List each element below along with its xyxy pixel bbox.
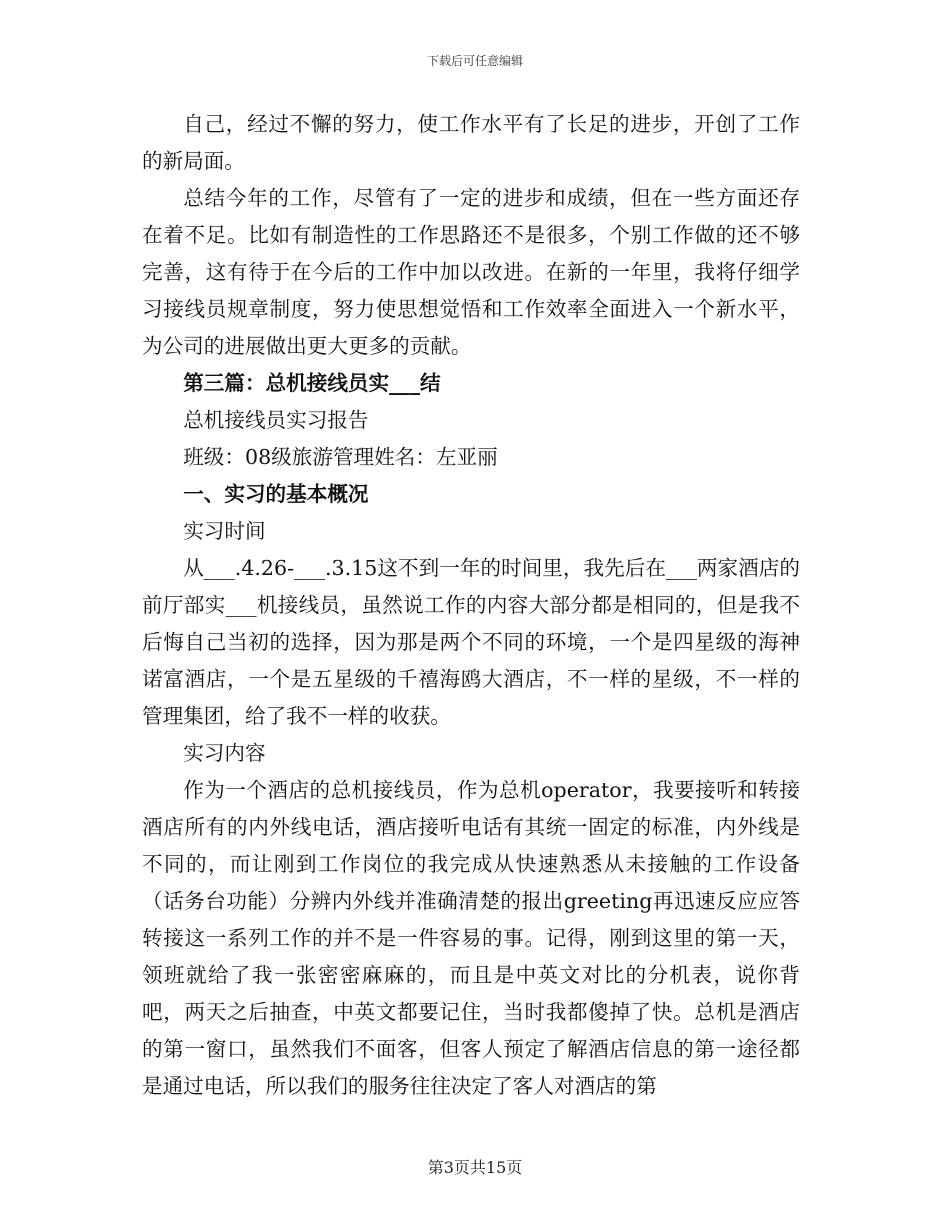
page-number: 第3页共15页: [427, 1158, 523, 1177]
subheading: 实习内容: [183, 741, 266, 765]
document-body: [142, 106, 800, 1105]
page-header-note: 下载后可任意编辑: [426, 54, 523, 68]
paragraph: 自己，经过不懈的努力，使工作水平有了长足的进步，开创了工作的新局面。: [142, 112, 800, 173]
paragraph: 作为一个酒店的总机接线员，作为总机operator，我要接听和转接酒店所有的内外线电话，酒店接听电话有其统一固定的标准，内外线是不同的，而让刚到工作岗位的我完成从快速熟悉从未接触的工作设备（话务台功能）分辨内外线并准确清楚的报出greeting再迅速反应应答转接这一系列工作的并不是一件容易的事。记得，刚到这里的第一天，领班就给了我一张密密麻麻的，而且是中英文对比的分机表，说你背吧，两天之后抽查，中英文都要记住，当时我都傻掉了快。总机是酒店的第一窗口，虽然我们不面客，但客人预定了解酒店信息的第一途径都是通过电话，所以我们的服务往往决定了客人对酒店的第: [142, 778, 800, 1098]
section-heading: 第三篇：总机接线员实___结: [183, 371, 441, 395]
report-title: 总机接线员实习报告: [183, 408, 369, 432]
paragraph: 从___.4.26-___.3.15这不到一年的时间里，我先后在___两家酒店的前厅部实___机接线员，虽然说工作的内容大部分都是相同的，但是我不后悔自己当初的选择，因为那是两个不同的环境，一个是四星级的海神诺富酒店，一个是五星级的千禧海鸥大酒店，不一样的星级，不一样的管理集团，给了我不一样的收获。: [142, 556, 800, 728]
paragraph: 总结今年的工作，尽管有了一定的进步和成绩，但在一些方面还存在着不足。比如有制造性的工作思路还不是很多，个别工作做的还不够完善，这有待于在今后的工作中加以改进。在新的一年里，我将仔细学习接线员规章制度，努力使思想觉悟和工作效率全面进入一个新水平，为公司的进展做出更大更多的贡献。: [142, 186, 800, 358]
class-name-line: 班级：08级旅游管理姓名：左亚丽: [183, 445, 498, 469]
section-heading: 一、实习的基本概况: [183, 482, 369, 506]
subheading: 实习时间: [183, 519, 266, 543]
